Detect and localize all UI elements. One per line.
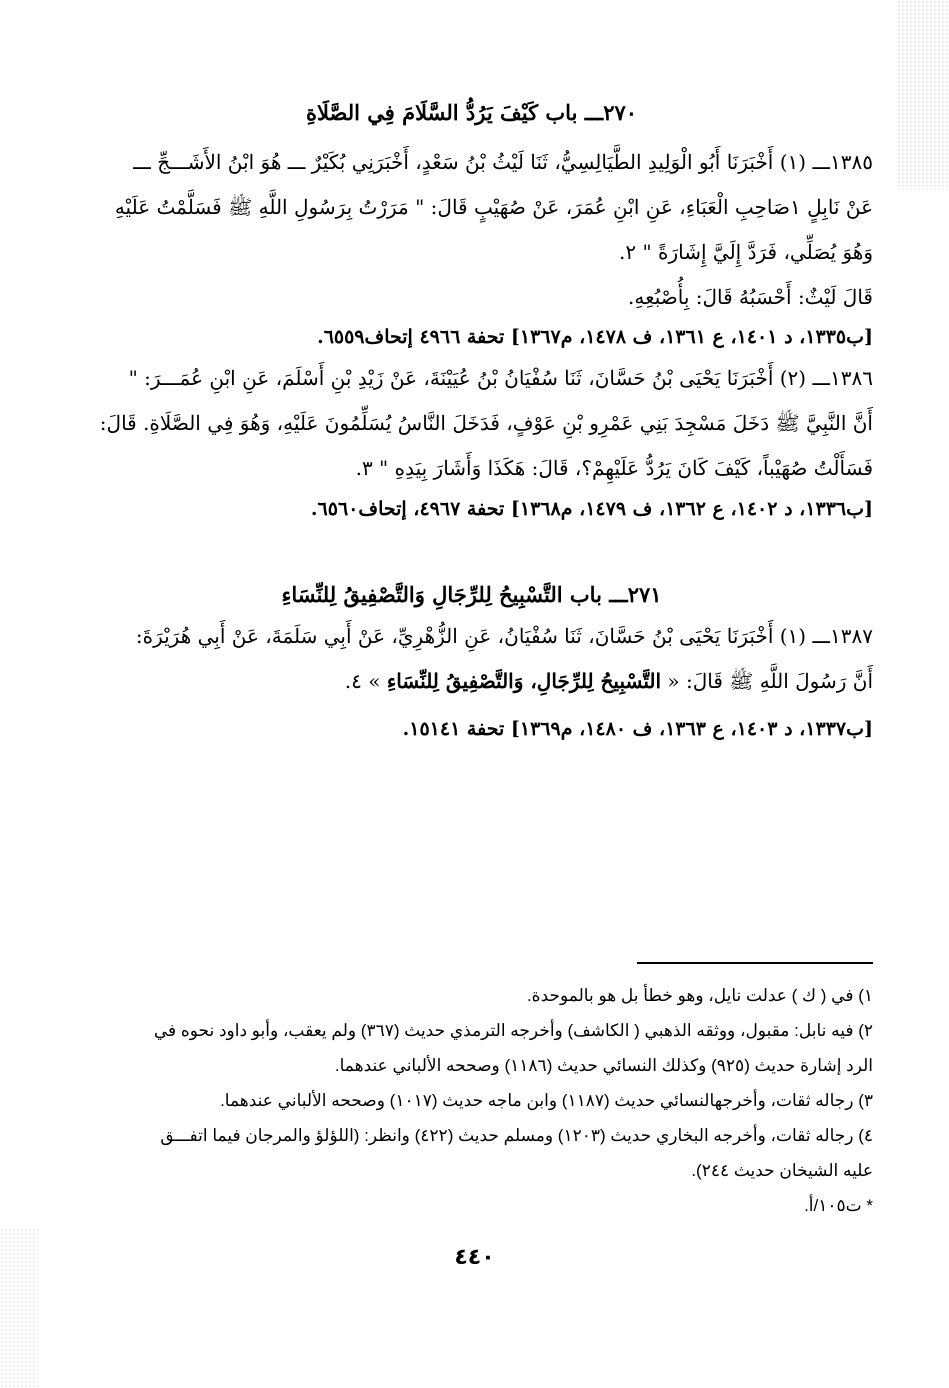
hadith-1386 [70,356,873,491]
footnotes [70,978,873,1223]
footnote: ٣) رجاله ثقات، وأخرجهالنسائي حديث (١١٨٧) وابن ماجه حديث (١٠١٧) وصححه الألباني عندهما. [220,1091,873,1110]
reference-text: [ب١٣٣٦، د ١٤٠٢، ع ١٣٦٢، ف ١٤٧٩، م١٣٦٨] تحفة ٤٩٦٧، إتحاف٦٥٦٠. [310,498,873,520]
chapter-heading-text: ٢٧١ـــ باب التَّسْبِيحُ لِلرِّجَالِ وَالتَّصْفِيقُ لِلنِّسَاءِ [281,582,662,607]
hadith-text-line: عَنْ نَابِلٍ ١صَاحِبِ الْعَبَاءِ، عَنِ ابْنِ عُمَرَ، عَنْ صُهَيْبٍ قَالَ: " مَرَرْتُ بِرَسُولِ اللَّهِ ﷺ فَسَلَّمْتُ عَلَيْهِ [114,195,873,219]
hadith-1387 [70,614,873,704]
hadith-text-end: » ٤. [344,669,381,693]
page-number [0,1245,949,1270]
reference-text: [ب١٣٣٧، د ١٤٠٣، ع ١٣٦٣، ف ١٤٨٠، م١٣٦٩] تحفة ١٥١٤١. [402,718,873,740]
hadith-text-emphasis: التَّسْبِيحُ لِلرِّجَالِ، وَالتَّصْفِيقُ لِلنِّسَاءِ [386,669,662,693]
chapter-heading [70,98,873,128]
hadith-text-line: قَالَ لَيْثٌ: أَحْسَبُهُ قَالَ: بِأُصْبُعِهِ. [628,285,873,309]
hadith-1385 [70,140,873,320]
hadith-reference [70,322,873,352]
footnote: عليه الشيخان حديث ٢٤٤). [691,1161,873,1180]
hadith-text-line: ١٣٨٧ـــ (١) أَخْبَرَنَا يَحْيَى بْنُ حَسَّانَ، ثَنَا سُفْيَانُ، عَنِ الزُّهْرِيِّ، عَنْ أَبِي سَلَمَةَ، عَنْ أَبِي هُرَيْرَةَ: [135,624,873,648]
footnote-separator [637,962,873,964]
footnote: ٢) فيه نابل: مقبول، ووثقه الذهبي ( الكاشف) وأخرجه الترمذي حديث (٣٦٧) ولم يعقب، وأبو داود نحوه في [153,1021,873,1040]
page-number-text: ٤٤٠ [454,1245,495,1270]
footnote: * ت١٠٥/أ. [804,1196,873,1215]
reference-text: [ب١٣٣٥، د ١٤٠١، ع ١٣٦١، ف ١٤٧٨، م١٣٦٧] تحفة ٤٩٦٦ إتحاف٦٥٥٩. [317,326,873,348]
chapter-heading-text: ٢٧٠ـــ باب كَيْفَ يَرُدُّ السَّلَامَ فِي الصَّلَاةِ [305,100,638,125]
hadith-reference [70,494,873,524]
hadith-reference [70,714,873,744]
hadith-text-line [70,659,873,704]
footnote: ١) في ( ك ) عدلت نايل، وهو خطأ بل هو بالموحدة. [526,986,873,1005]
scan-noise [897,0,949,190]
hadith-text-line: ١٣٨٥ـــ (١) أَخْبَرَنَا أَبُو الْوَلِيدِ الطَّيَالِسِيُّ، ثَنَا لَيْثُ بْنُ سَعْدٍ، أَخْبَرَنِي بُكَيْرٌ ـــ هُوَ ابْنُ الأَشَـــجِّ ـــ [133,150,873,174]
hadith-text-line: فَسَأَلْتُ صُهَيْباً، كَيْفَ كَانَ يَرُدُّ عَلَيْهِمْ؟، قَالَ: هَكَذَا وَأَشَارَ بِيَدِهِ " ٣. [355,456,873,480]
hadith-text-line: أَنَّ النَّبِيَّ ﷺ دَخَلَ مَسْجِدَ بَنِي عَمْرِو بْنِ عَوْفٍ، فَدَخَلَ النَّاسُ يُسَلِّمُونَ عَلَيْهِ، وَهُوَ فِي الصَّلَاةِ. قَالَ: [99,411,873,435]
hadith-text-line: ١٣٨٦ـــ (٢) أَخْبَرَنَا يَحْيَى بْنُ حَسَّانَ، ثَنَا سُفْيَانُ بْنُ عُيَيْنَةَ، عَنْ زَيْدِ بْنِ أَسْلَمَ، عَنِ ابْنِ عُمَـــرَ: " [128,366,873,390]
footnote: ٤) رجاله ثقات، وأخرجه البخاري حديث (١٢٠٣) ومسلم حديث (٤٢٢) وانظر: (اللؤلؤ والمرجان فيما اتفـــق [160,1126,873,1145]
hadith-text-line: وَهُوَ يُصَلِّي، فَرَدَّ إِلَيَّ إِشَارَةً " ٢. [618,240,873,264]
hadith-text-start: أَنَّ رَسُولَ اللَّهِ ﷺ قَالَ: « [667,669,873,693]
footnote: الرد إشارة حديث (٩٢٥) وكذلك النسائي حديث (١١٨٦) وصححه الألباني عندهما. [334,1056,873,1075]
chapter-heading [70,580,873,610]
